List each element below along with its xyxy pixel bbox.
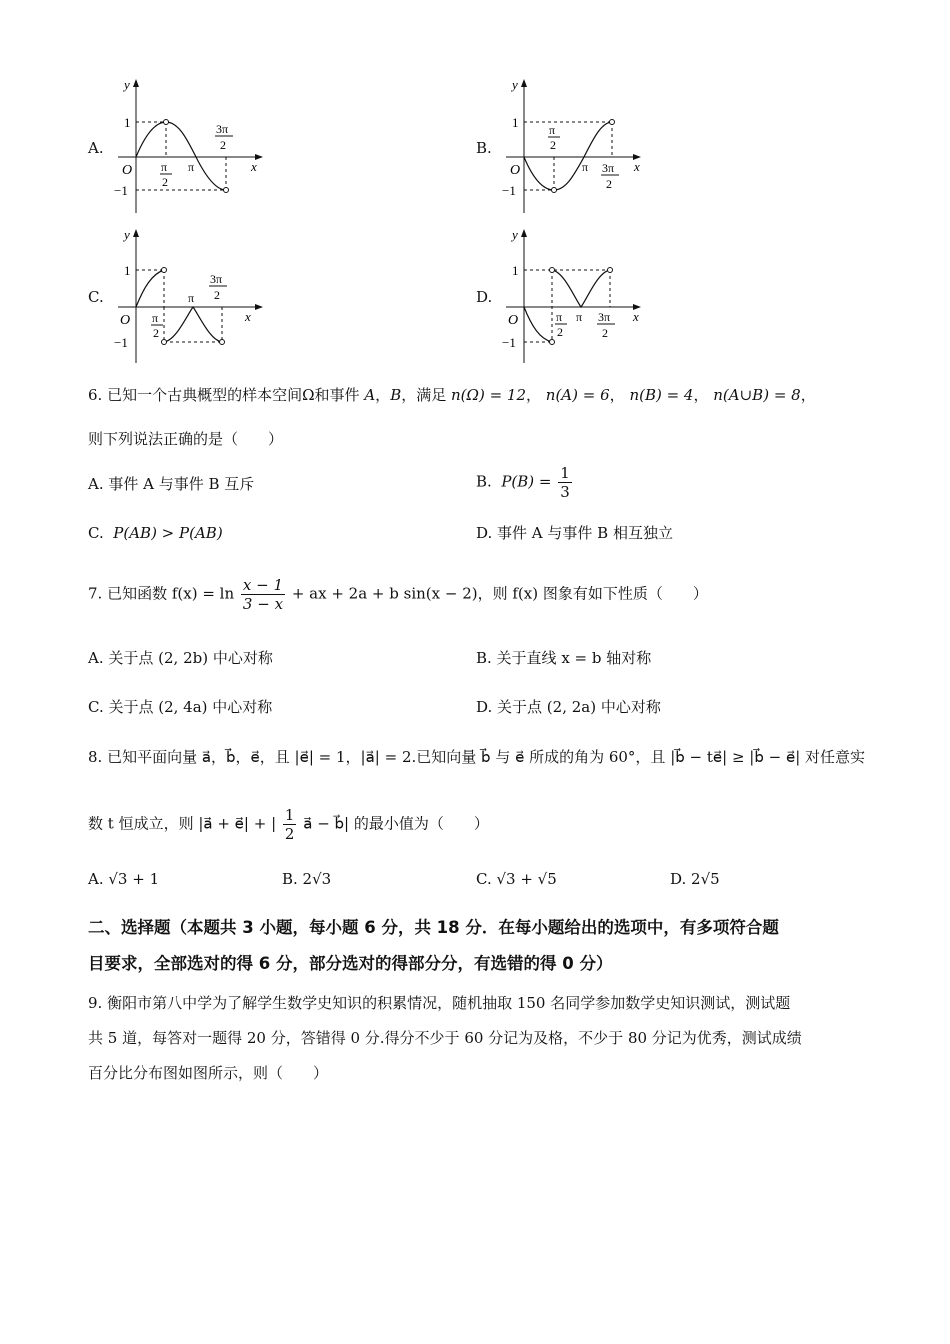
q7-option-a[interactable]: A. 关于点 (2, 2b) 中心对称 <box>88 649 273 667</box>
section-2-heading-line2: 目要求，全部选对的得 6 分，部分选对的得部分分，有选错的得 0 分） <box>88 954 613 973</box>
svg-text:2: 2 <box>162 175 168 189</box>
svg-text:3π: 3π <box>210 272 223 286</box>
svg-text:2: 2 <box>602 326 608 340</box>
q8-option-c[interactable]: C. √3 + √5 <box>476 870 557 888</box>
svg-text:x: x <box>633 309 639 324</box>
q8-option-a[interactable]: A. √3 + 1 <box>88 870 160 888</box>
svg-text:O: O <box>510 163 521 178</box>
q8-option-d[interactable]: D. 2√5 <box>670 870 720 888</box>
q7-option-b[interactable]: B. 关于直线 x = b 轴对称 <box>476 649 652 667</box>
svg-text:π: π <box>188 291 195 305</box>
q6-stem: 6. 已知一个古典概型的样本空间Ω和事件 A，B，满足 n(Ω) = 12， n(A) = 6， n(B) = 4， n(A∪B) = 8， <box>88 386 816 404</box>
svg-text:y: y <box>124 227 130 242</box>
svg-text:1: 1 <box>124 115 131 130</box>
svg-text:x: x <box>251 159 257 174</box>
graph-c <box>108 225 278 365</box>
q6-option-d[interactable]: D. 事件 A 与事件 B 相互独立 <box>476 524 673 542</box>
svg-text:x: x <box>245 309 251 324</box>
svg-text:−1: −1 <box>502 183 516 198</box>
option-d-label: D. <box>476 288 493 306</box>
svg-text:1: 1 <box>124 263 131 278</box>
svg-text:y: y <box>512 227 518 242</box>
q7-option-d[interactable]: D. 关于点 (2, 2a) 中心对称 <box>476 698 661 716</box>
svg-text:3π: 3π <box>602 161 615 175</box>
svg-text:−1: −1 <box>114 183 128 198</box>
section-2-heading-line1: 二、选择题（本题共 3 小题，每小题 6 分，共 18 分．在每小题给出的选项中，有多项符合题 <box>88 918 779 937</box>
q8-line2: 数 t 恒成立，则 |a⃗ + e⃗| + | $\frac{1}{2}$ a⃗ − b⃗| 的最小值为（ ） <box>88 806 489 843</box>
q6-option-b[interactable]: B. P(B) = $\frac{1}{3}$ <box>476 464 570 501</box>
q9-line3: 百分比分布图如图所示，则（ ） <box>88 1064 329 1082</box>
q6-option-c[interactable]: C. P(AB) > P(AB) <box>88 524 223 542</box>
q8-option-b[interactable]: B. 2√3 <box>282 870 332 888</box>
svg-text:−1: −1 <box>114 335 128 350</box>
svg-text:π: π <box>152 311 159 325</box>
svg-text:O: O <box>122 163 133 178</box>
graph-b <box>496 75 666 215</box>
graph-a <box>108 75 278 215</box>
q9-line1: 9. 衡阳市第八中学为了解学生数学史知识的积累情况，随机抽取 150 名同学参加数学史知识测试，测试题 <box>88 994 791 1012</box>
svg-text:2: 2 <box>557 325 563 339</box>
svg-text:x: x <box>634 159 640 174</box>
svg-text:π: π <box>549 123 556 137</box>
svg-text:2: 2 <box>214 288 220 302</box>
svg-text:2: 2 <box>606 177 612 191</box>
svg-text:2: 2 <box>550 138 556 152</box>
q7-stem: 7. 已知函数 f(x) = ln $\frac{x - 1}{3 - x}$ + ax + 2a + b sin(x − 2)，则 f(x) 图象有如下性质（ ） <box>88 576 708 613</box>
option-a-label: A. <box>88 139 104 157</box>
svg-text:1: 1 <box>512 263 519 278</box>
q6-line2: 则下列说法正确的是（ ） <box>88 430 284 448</box>
q9-line2: 共 5 道，每答对一题得 20 分，答错得 0 分.得分不少于 60 分记为及格，不少于 80 分记为优秀，测试成绩 <box>88 1029 802 1047</box>
svg-text:y: y <box>124 77 130 92</box>
q6-option-a[interactable]: A. 事件 A 与事件 B 互斥 <box>88 475 255 493</box>
q7-option-c[interactable]: C. 关于点 (2, 4a) 中心对称 <box>88 698 273 716</box>
q8-line1: 8. 已知平面向量 a⃗，b⃗，e⃗，且 |e⃗| = 1，|a⃗| = 2.已知向量 b⃗ 与 e⃗ 所成的角为 60°，且 |b⃗ − te⃗| ≥ |b⃗ − e⃗| 对任意实 <box>88 748 866 766</box>
svg-text:y: y <box>512 77 518 92</box>
option-c-label: C. <box>88 288 104 306</box>
svg-text:π: π <box>161 160 168 174</box>
svg-text:π: π <box>556 310 563 324</box>
svg-text:−1: −1 <box>502 335 516 350</box>
svg-text:π: π <box>188 160 195 174</box>
svg-text:3π: 3π <box>598 310 611 324</box>
svg-text:2: 2 <box>153 326 159 340</box>
svg-text:O: O <box>120 313 131 328</box>
svg-text:1: 1 <box>512 115 519 130</box>
svg-text:π: π <box>576 310 583 324</box>
svg-text:3π: 3π <box>216 122 229 136</box>
svg-text:O: O <box>508 313 519 328</box>
svg-text:2: 2 <box>220 138 226 152</box>
svg-text:π: π <box>582 160 589 174</box>
graph-d <box>496 225 666 365</box>
option-b-label: B. <box>476 139 492 157</box>
